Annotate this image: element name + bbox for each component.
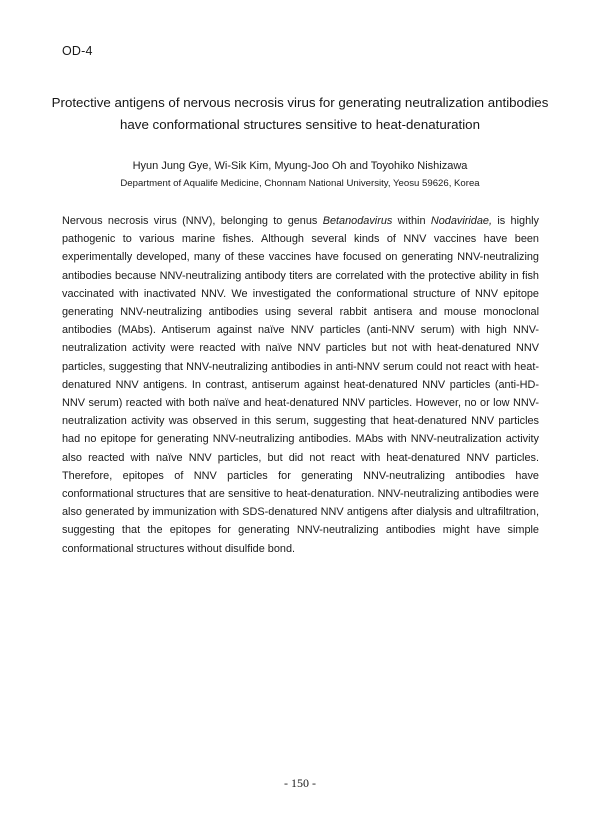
abstract-text-1: Nervous necrosis virus (NNV), belonging to genus — [62, 215, 323, 227]
abstract-genus: Betanodavirus — [322, 215, 393, 227]
title-line-1: Protective antigens of nervous necrosis virus for generating neutralization antibodies — [51, 95, 549, 110]
abstract-family: Nodaviridae, — [430, 215, 492, 227]
presentation-code: OD-4 — [62, 44, 93, 58]
abstract-body — [62, 212, 539, 558]
author-list: Hyun Jung Gye, Wi-Sik Kim, Myung-Joo Oh and Toyohiko Nishizawa — [132, 160, 468, 172]
affiliation: Department of Aqualife Medicine, Chonnam National University, Yeosu 59626, Korea — [120, 178, 480, 189]
paper-title — [40, 92, 560, 136]
abstract-text-3: is highly pathogenic to various marine fishes. Although several kinds of NNV vaccines have been experimentally developed, many of these vaccines have focused on generating NNV-neutralizing antibodies because NNV-neutralizing antibody titers are correlated with the protective ability in fish vaccinated with inactivated NNV. We investigated the conformational structure of NNV epitope generating NNV-neutralizing antibodies using several rabbit antisera and mouse monoclonal antibodies (MAbs). Antiserum against naïve NNV particles (anti-NNV serum) with high NNV-neutralization activity were reacted with naïve NNV particles but not with heat-denatured NNV particles, suggesting that NNV-neutralizing antibodies in anti-NNV serum could not react with heat-denatured NNV antigens. In contrast, antiserum against heat-denatured NNV particles (anti-HD-NNV serum) reacted with both naïve and heat-denatured NNV particles. However, no or low NNV-neutralization activity was observed in this serum, suggesting that heat-denatured NNV particles had no epitope for generating NNV-neutralizing antibodies. MAbs with NNV-neutralization activity also reacted with naïve NNV particles, but did not react with heat-denatured NNV particles. Therefore, epitopes of NNV particles for generating NNV-neutralizing antibodies have conformational structures that are sensitive to heat-denaturation. NNV-neutralizing antibodies were also generated by immunization with SDS-denatured NNV antigens after dialysis and ultrafiltration, suggesting that the epitopes for generating NNV-neutralizing antibodies might have simple conformational structures without disulfide bond. — [62, 215, 539, 555]
title-line-2: have conformational structures sensitive to heat-denaturation — [120, 117, 480, 132]
page-number: - 150 - — [284, 776, 316, 790]
abstract-text-2: within — [392, 215, 431, 227]
